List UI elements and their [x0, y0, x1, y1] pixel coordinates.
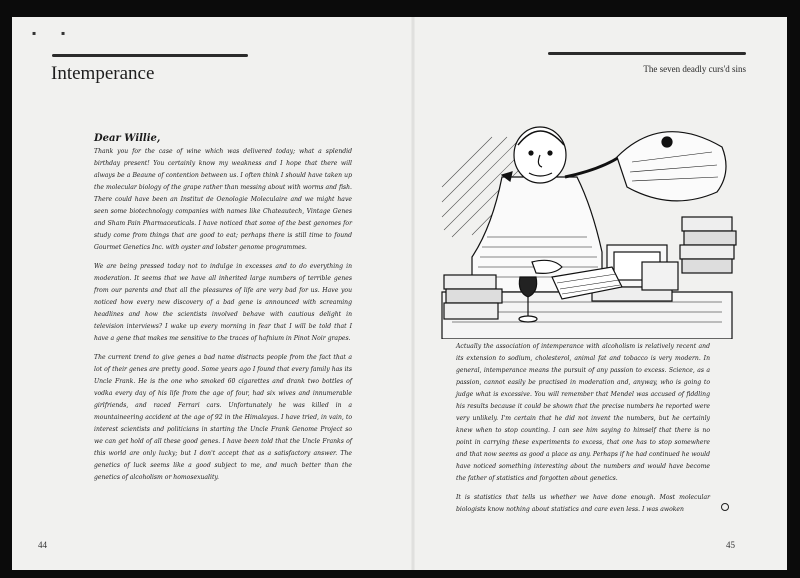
body-paragraph: Actually the association of intemperance with alcoholism is relatively recent and its extension to sodium, cholesterol, animal fat and tobacco is very modern. In general, intemperance means the pursuit of any passion to excess. Science, as a passion, cannot easily be practised in moderation and, anyway, who is going to judge what is excessive. You will remember that Mendel was accused of fiddling his results because it could be shown that the precise numbers he reported were very unlikely. I'm certain that he did not invent the numbers, but he certainly knew when to stop counting. I can see him saying to himself that there is no point in carrying these experiments to excess, that one has to stop somewhere and that now seems as good a place as any. Perhaps if he had continued he would have noticed something interesting about the numbers and would have become the father of statistics and forgotten about genetics.	[456, 343, 710, 482]
letter-paragraph: Thank you for the case of wine which was delivered today; what a splendid birthday present! You certainly know my weakness and I hope that there will always be a Beaune of contention between us. I often think I should have taken up the molecular biology of the grape rather than messing about with worms and fish. There could have been an Institut de Oenologie Moleculaire and we might have seen some biotechnology companies with names like Chateautech, Vintage Genes and Sham Pain Pharmaceuticals. I have noticed that some of the best genomes for study come from things that are good to eat; perhaps there is still time to found Gourmet Genetics Inc. with oyster and lobster genome programmes.	[94, 148, 352, 251]
right-text-column	[456, 341, 710, 523]
letter-column	[94, 133, 352, 491]
page-number-right: 45	[726, 540, 735, 550]
letter-paragraph: We are being pressed today not to indulge in excesses and to do everything in moderation. It seems that we have all inherited large numbers of terrible genes from our parents and that all the pleasures of life are very bad for us. Have you noticed how every new discovery of a bad gene is announced with screaming headlines and how the scientists involved behave with cautious delight in television interviews? I wake up every morning in fear that I will be told that I have a gene that makes me sensitive to the traces of hafnium in Pinot Noir grapes.	[94, 263, 352, 342]
letter-paragraph: The current trend to give genes a bad name distracts people from the fact that a lot of their genes are pretty good. Some years ago I found that every family has its Uncle Frank. He is the one who smoked 60 cigarettes and drank two bottles of vodka every day of his life from the age of four, had six wives and innumerable girlfriends, and raced Ferrari cars. Unfortunately he was killed in a mountaineering accident at the age of 92 in the Himalayas. I have tried, in vain, to interest scientists and politicians in starting the Uncle Frank Genome Project so we can get hold of all these good genes. I have been told that the Uncle Franks of this world are only lucky; but I don't accept that as a satisfactory answer. The genetics of luck seems like a good subject to me, and much better than the genetics of alcoholism or homosexuality.	[94, 354, 352, 481]
chapter-title: Intemperance	[51, 63, 155, 84]
header-rule-right	[548, 52, 746, 55]
circle-mark	[721, 503, 729, 511]
gutter-shadow	[411, 17, 415, 570]
page-number-left: 44	[38, 540, 47, 550]
running-head: The seven deadly curs'd sins	[643, 64, 746, 74]
scientist-illustration	[432, 117, 742, 339]
page-speck: ▪	[32, 30, 37, 37]
page-speck: ▪	[61, 30, 66, 37]
book-spread	[12, 17, 787, 570]
salutation: Dear Willie,	[94, 133, 161, 144]
body-paragraph: It is statistics that tells us whether we have done enough. Most molecular biologists know nothing about statistics and care even less. I was awoken	[456, 494, 710, 513]
header-rule-left	[52, 54, 248, 57]
